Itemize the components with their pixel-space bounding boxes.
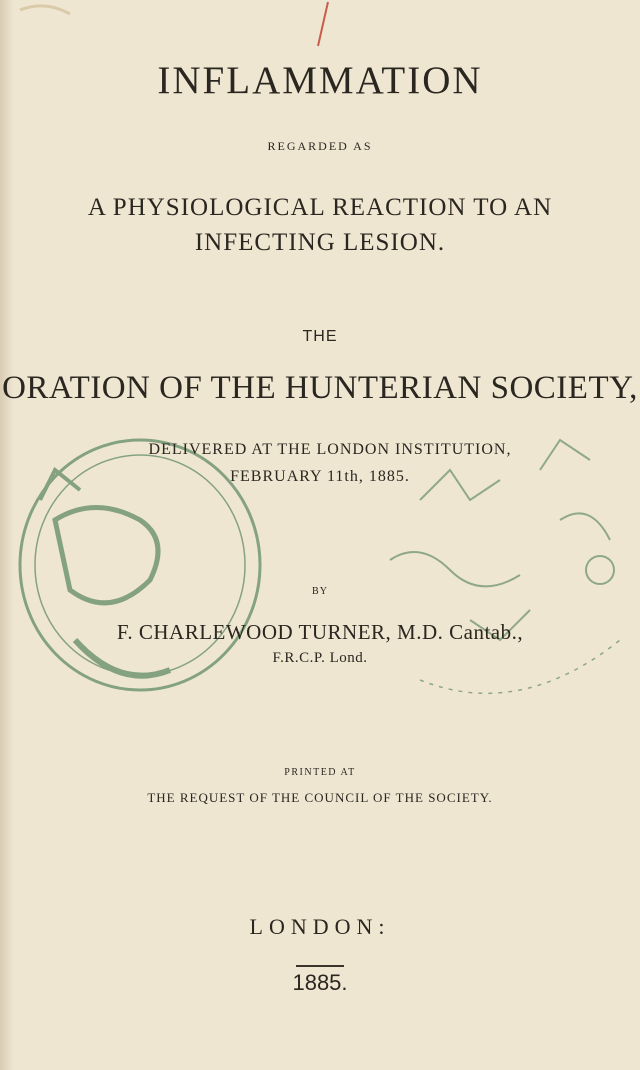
binding-edge bbox=[0, 0, 14, 1070]
author-qualifications: F.R.C.P. Lond. bbox=[272, 650, 368, 666]
oration-heading: ORATION OF THE HUNTERIAN SOCIETY, bbox=[2, 370, 638, 406]
imprint-year: 1885. bbox=[292, 970, 348, 995]
imprint-rule bbox=[296, 965, 344, 967]
by-text: BY bbox=[312, 586, 328, 597]
request-text: THE REQUEST OF THE COUNCIL OF THE SOCIETY. bbox=[147, 790, 493, 805]
delivered-text: DELIVERED AT THE LONDON INSTITUTION, bbox=[148, 441, 512, 458]
subtitle-line-1: A PHYSIOLOGICAL REACTION TO AN bbox=[87, 194, 553, 221]
printed-at-text: PRINTED AT bbox=[284, 767, 356, 778]
date-text: FEBRUARY 11th, 1885. bbox=[230, 468, 410, 485]
imprint-city: LONDON: bbox=[249, 914, 391, 939]
subtitle-line-2: INFECTING LESION. bbox=[194, 229, 446, 256]
regarded-as-text: REGARDED AS bbox=[267, 139, 373, 153]
the-text: THE bbox=[302, 328, 338, 345]
author-name: F. CHARLEWOOD TURNER, M.D. Cantab., bbox=[116, 620, 524, 644]
main-title: INFLAMMATION bbox=[157, 59, 483, 102]
